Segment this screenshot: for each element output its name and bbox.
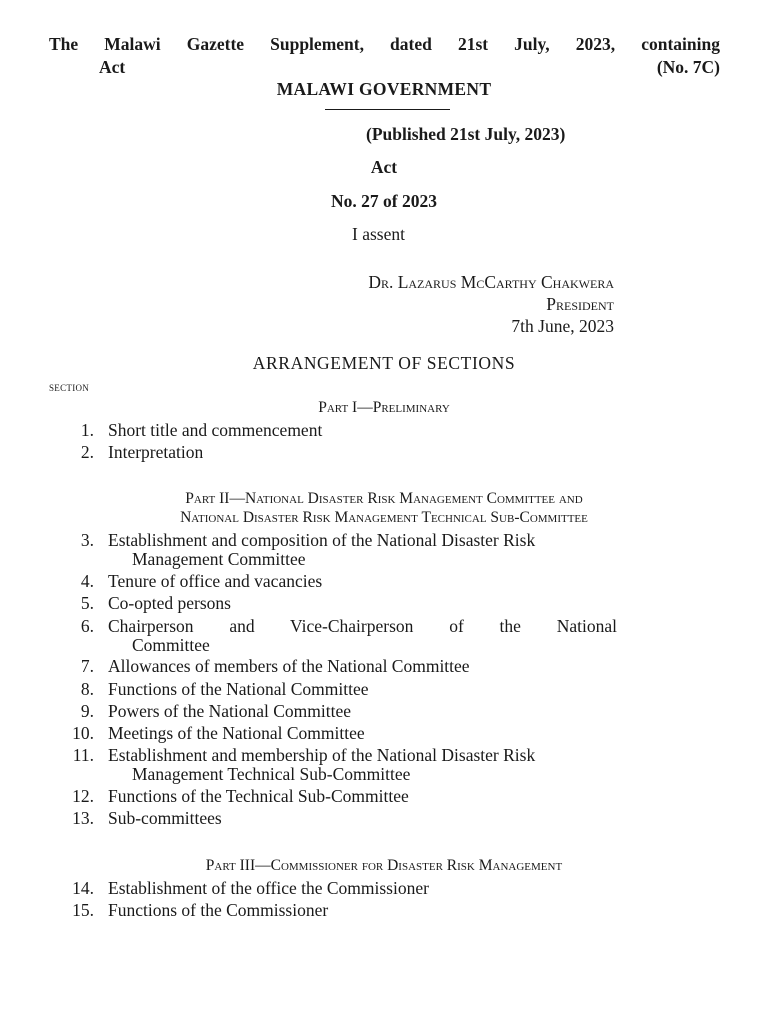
section-title: Chairperson and Vice-Chairperson of the National bbox=[108, 616, 617, 636]
section-title: Functions of the Commissioner bbox=[108, 900, 329, 920]
section-number: 8. bbox=[80, 679, 94, 699]
section-number: 2. bbox=[80, 442, 94, 462]
section-title: Functions of the Technical Sub-Committee bbox=[108, 786, 409, 806]
section-number: 15. bbox=[72, 900, 94, 920]
gazette-header-act: Act bbox=[99, 57, 126, 77]
section-title: Interpretation bbox=[108, 442, 204, 462]
signatory-title: President bbox=[546, 294, 614, 314]
section-title: Meetings of the National Committee bbox=[108, 723, 365, 743]
published-date: (Published 21st July, 2023) bbox=[366, 124, 566, 144]
section-number: 14. bbox=[72, 878, 94, 898]
section-number: 1. bbox=[80, 420, 94, 440]
gazette-header-line: The Malawi Gazette Supplement, dated 21st July, 2023, containing bbox=[49, 34, 720, 54]
section-title: Co-opted persons bbox=[108, 593, 231, 613]
section-number: 10. bbox=[72, 723, 94, 743]
section-number: 4. bbox=[80, 571, 94, 591]
arrangement-title: ARRANGEMENT OF SECTIONS bbox=[252, 353, 516, 373]
section-title: Allowances of members of the National Committee bbox=[108, 656, 470, 676]
section-number: 3. bbox=[80, 530, 94, 550]
section-title-continued: Committee bbox=[132, 635, 210, 655]
section-title: Tenure of office and vacancies bbox=[108, 571, 323, 591]
section-number: 6. bbox=[80, 616, 94, 636]
act-title: Act bbox=[370, 157, 398, 177]
part-heading-continued: National Disaster Risk Management Technical Sub-Committee bbox=[180, 509, 588, 526]
section-title: Establishment and membership of the National Disaster Risk bbox=[108, 745, 536, 765]
section-number: 5. bbox=[80, 593, 94, 613]
section-title: Short title and commencement bbox=[108, 420, 323, 440]
section-title-continued: Management Committee bbox=[132, 549, 306, 569]
section-title: Functions of the National Committee bbox=[108, 679, 369, 699]
part-heading: Part I—Preliminary bbox=[318, 399, 450, 416]
assent-text: I assent bbox=[352, 224, 405, 244]
section-title: Sub-committees bbox=[108, 808, 222, 828]
gazette-header-line-2 bbox=[49, 57, 720, 78]
section-column-label: section bbox=[49, 379, 90, 394]
section-number: 7. bbox=[80, 656, 94, 676]
government-title: MALAWI GOVERNMENT bbox=[276, 79, 492, 99]
gazette-header-number: (No. 7C) bbox=[656, 57, 720, 77]
section-title: Establishment and composition of the National Disaster Risk bbox=[108, 530, 536, 550]
section-number: 12. bbox=[72, 786, 94, 806]
signatory-name: Dr. Lazarus McCarthy Chakwera bbox=[368, 272, 614, 292]
title-rule bbox=[325, 109, 450, 110]
section-number: 9. bbox=[80, 701, 94, 721]
assent-date: 7th June, 2023 bbox=[511, 316, 614, 336]
section-number: 11. bbox=[72, 745, 94, 765]
section-title: Powers of the National Committee bbox=[108, 701, 352, 721]
section-title-continued: Management Technical Sub-Committee bbox=[132, 764, 411, 784]
act-number: No. 27 of 2023 bbox=[331, 191, 437, 211]
part-heading: Part III—Commissioner for Disaster Risk Management bbox=[205, 857, 563, 874]
section-number: 13. bbox=[72, 808, 94, 828]
section-title: Establishment of the office the Commissioner bbox=[108, 878, 429, 898]
part-heading: Part II—National Disaster Risk Management Committee and bbox=[185, 490, 583, 507]
